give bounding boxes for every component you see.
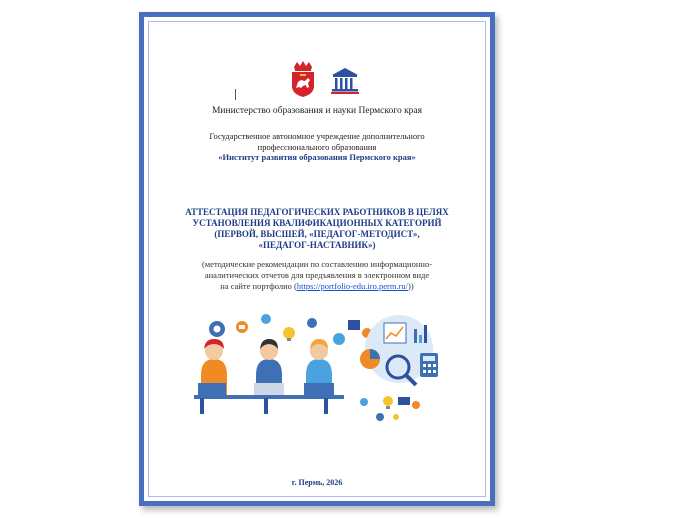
org-line-1: Государственное автономное учреждение дополнительного	[209, 131, 425, 141]
subtitle-line-2: аналитических отчетов для предъявления в электронном виде	[204, 270, 430, 280]
title-line-1: АТТЕСТАЦИЯ ПЕДАГОГИЧЕСКИХ РАБОТНИКОВ В ЦЕЛЯХ	[185, 207, 449, 217]
title-line-3: (ПЕРВОЙ, ВЫСШЕЙ, «ПЕДАГОГ-МЕТОДИСТ»,	[214, 229, 420, 239]
subtitle-line-3-prefix: на сайте портфолио (	[220, 281, 297, 291]
org-line-2: профессионального образования	[257, 141, 377, 152]
calculator-icon	[420, 353, 438, 377]
subtitle-line-3	[194, 281, 440, 292]
ministry-name: Министерство образования и науки Пермского края	[211, 106, 423, 116]
person-3	[304, 339, 334, 414]
document-title	[144, 207, 490, 251]
title-line-4: «ПЕДАГОГ-НАСТАВНИК»)	[258, 240, 376, 250]
org-name: «Институт развития образования Пермского края»	[218, 152, 416, 162]
perm-coat-of-arms-icon	[290, 60, 316, 98]
logo-row	[144, 60, 490, 102]
person-2	[254, 339, 284, 414]
person-1	[198, 339, 227, 414]
desk	[194, 395, 344, 399]
floating-icons	[209, 314, 372, 345]
title-line-2: УСТАНОВЛЕНИЯ КВАЛИФИКАЦИОННЫХ КАТЕГОРИЙ	[192, 218, 442, 228]
lightbulb-icon	[383, 396, 393, 409]
document-footer: г. Пермь, 2026	[291, 478, 343, 487]
organization-block	[144, 131, 490, 163]
institute-building-icon	[330, 65, 360, 95]
teachers-at-laptops-illustration	[184, 309, 454, 459]
subtitle-line-1: (методические рекомендации по составлению информационно-	[201, 259, 433, 269]
subtitle-line-3-suffix: ))	[408, 281, 414, 291]
document-subtitle	[144, 259, 490, 292]
document-cover	[139, 12, 495, 506]
portfolio-link[interactable]: https://portfolio-edu.iro.perm.ru/	[296, 281, 409, 291]
text-cursor-mark	[235, 89, 236, 100]
